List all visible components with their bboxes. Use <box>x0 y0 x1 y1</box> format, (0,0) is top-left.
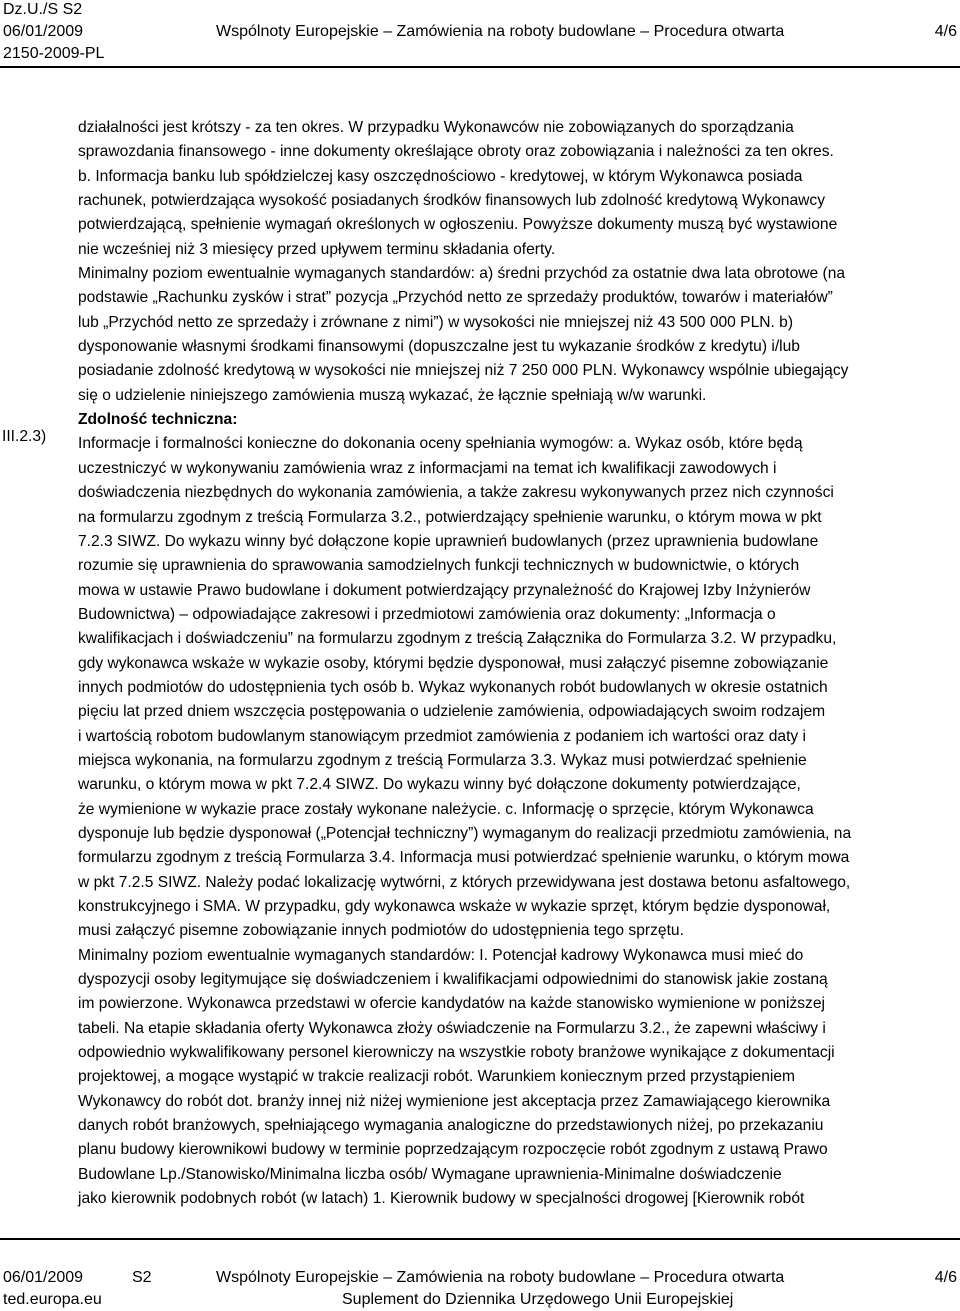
text-line: rozumie się uprawnienia do sprawowania samodzielnych funkcji technicznych w budownictwie, o których <box>78 557 800 575</box>
site-link[interactable]: ted.europa.eu <box>3 1291 102 1308</box>
text-line: podstawie „Rachunku zysków i strat” pozycja „Przychód netto ze sprzedaży produktów, towarów i materiałów” <box>78 289 833 307</box>
header-page-number: 4/6 <box>934 23 957 40</box>
journal-reference: Dz.U./S S2 <box>3 1 83 18</box>
text-line: sprawozdania finansowego - inne dokumenty określające obroty oraz zobowiązania i należności za ten okres. <box>78 143 834 161</box>
text-line: nie wcześniej niż 3 miesięcy przed upływem terminu składania oferty. <box>78 240 556 258</box>
text-line: gdy wykonawca wskaże w wykazie osoby, którymi będzie dysponował, musi załączyć pisemne zobowiązanie <box>78 654 829 672</box>
text-line: danych robót branżowych, spełniającego wymagania analogiczne do przedstawionych niżej, po przekazaniu <box>78 1117 824 1135</box>
text-line: na formularzu zgodnym z treścią Formularza 3.2., potwierdzający spełnienie warunku, o którym mowa w pkt <box>78 508 822 526</box>
section-heading: Zdolność techniczna: <box>78 411 238 429</box>
text-line: doświadczenia niezbędnych do wykonania zamówienia, a także zakresu wykonywanych przez nich czynności <box>78 484 834 502</box>
text-line: że wymienione w wykazie prace zostały wykonane należycie. c. Informację o sprzęcie, którym Wykonawca <box>78 800 814 818</box>
text-line: działalności jest krótszy - za ten okres. W przypadku Wykonawców nie zobowiązanych do sporządzania <box>78 119 794 136</box>
footer-series: S2 <box>132 1269 152 1286</box>
page-footer <box>0 1238 960 1311</box>
text-line: Budowlane Lp./Stanowisko/Minimalna liczba osób/ Wymagane uprawnienia-Minimalne doświadczenie <box>78 1165 782 1183</box>
page-header <box>0 0 960 64</box>
text-line: posiadanie zdolność kredytową w wysokości nie mniejszej niż 7 250 000 PLN. Wykonawcy wspólnie ubiegający <box>78 362 849 380</box>
footer-divider <box>0 1238 960 1240</box>
text-line: planu budowy kierownikowi budowy w terminie poprzedzającym rozpoczęcie robót zgodnym z ustawą Prawo <box>78 1141 828 1159</box>
document-body <box>78 116 958 1211</box>
document-code: 2150-2009-PL <box>3 45 105 62</box>
header-title: Wspólnoty Europejskie – Zamówienia na roboty budowlane – Procedura otwarta <box>216 23 785 40</box>
text-line: odpowiednio wykwalifikowany personel kierowniczy na wszystkie roboty branżowe wynikające z dokumentacji <box>78 1044 835 1062</box>
text-line: 7.2.3 SIWZ. Do wykazu winny być dołączone kopie uprawnień budowlanych (przez uprawnienia budowlane <box>78 532 819 550</box>
footer-page-number: 4/6 <box>934 1269 957 1286</box>
text-line: Minimalny poziom ewentualnie wymaganych standardów: a) średni przychód za ostatnie dwa lata obrotowe (na <box>78 265 846 283</box>
text-line: formularzu zgodnym z treścią Formularza 3.4. Informacja musi potwierdzać spełnienie warunku, o którym mowa <box>78 849 850 867</box>
text-line: Informacje i formalności konieczne do dokonania oceny spełniania wymogów: a. Wykaz osób, które będą <box>78 435 803 453</box>
text-line: uczestniczyć w wykonywaniu zamówienia wraz z informacjami na temat ich kwalifikacji zawodowych i <box>78 459 777 477</box>
text-line: konstrukcyjnego i SMA. W przypadku, gdy wykonawca wskaże w wykazie sprzęt, którym będzie dysponował, <box>78 898 831 915</box>
text-line: potwierdzającą, spełnienie wymagań określonych w ogłoszeniu. Powyższe dokumenty muszą być wystawione <box>78 216 838 234</box>
text-line: jako kierownik podobnych robót (w latach) 1. Kierownik budowy w specjalności drogowej [Kierownik robót <box>78 1190 805 1208</box>
text-line: Budownictwa) – odpowiadające zakresowi i przedmiotowi zamówienia oraz dokumenty: „Informacja o <box>78 605 776 623</box>
text-line: warunku, o którym mowa w pkt 7.2.4 SIWZ. Do wykazu winny być dołączone dokumenty potwierdzające, <box>78 776 801 794</box>
text-line: musi załączyć pisemne zobowiązanie innych podmiotów do udostępnienia tego sprzętu. <box>78 922 684 940</box>
text-line: mowa w ustawie Prawo budowlane i dokument potwierdzający przynależność do Krajowej Izby Inżynierów <box>78 581 811 599</box>
header-divider <box>0 66 960 68</box>
supplement-title: Suplement do Dziennika Urzędowego Unii Europejskiej <box>342 1291 734 1308</box>
text-line: w pkt 7.2.5 SIWZ. Należy podać lokalizację wytwórni, z których przewidywana jest dostawa betonu asfaltowego, <box>78 873 851 891</box>
text-line: tabeli. Na etapie składania oferty Wykonawca złoży oświadczenie na Formularzu 3.2., że zapewni właściwy i <box>78 1019 826 1037</box>
text-line: kwalifikacjach i doświadczeniu” na formularzu zgodnym z treścią Załącznika do Formularza 3.2. W przypadku, <box>78 630 837 648</box>
text-line: dysponowanie własnymi środkami finansowymi (dopuszczalne jest tu wykazanie środków z kredytu) i/lub <box>78 338 800 356</box>
text-line: Minimalny poziom ewentualnie wymaganych standardów: I. Potencjał kadrowy Wykonawca musi mieć do <box>78 946 804 964</box>
footer-title: Wspólnoty Europejskie – Zamówienia na roboty budowlane – Procedura otwarta <box>216 1269 785 1286</box>
text-line: innych podmiotów do udostępnienia tych osób b. Wykaz wykonanych robót budowlanych w okresie ostatnich <box>78 678 828 696</box>
text-line: Wykonawcy do robót dot. branży innej niż niżej wymienione jest akceptacja przez Zamawiającego kierownika <box>78 1092 831 1110</box>
text-line: lub „Przychód netto ze sprzedaży i zrównane z nimi”) w wysokości nie mniejszej niż 43 500 000 PLN. b) <box>78 313 794 331</box>
text-line: i wartością robotom budowlanym stanowiącym przedmiot zamówienia z podaniem ich wartości oraz daty i <box>78 727 807 745</box>
text-line: dyspozycji osoby legitymujące się doświadczeniem i kwalifikacjami odpowiednimi do stanowisk jakie zostaną <box>78 971 828 989</box>
text-line: b. Informacja banku lub spółdzielczej kasy oszczędnościowo - kredytowej, w którym Wykonawca posiada <box>78 167 803 185</box>
text-line: pięciu lat przed dniem wszczęcia postępowania o udzielenie zamówienia, odpowiadających swoim rodzajem <box>78 703 826 721</box>
header-date: 06/01/2009 <box>3 23 84 40</box>
text-line: projektowej, a mogące wystąpić w trakcie realizacji robót. Warunkiem koniecznym przed przystąpieniem <box>78 1068 796 1086</box>
text-line: im powierzone. Wykonawca przedstawi w ofercie kandydatów na każde stanowisko wymienione w poniższej <box>78 995 825 1013</box>
section-number: III.2.3) <box>2 428 47 445</box>
text-line: miejsca wykonania, na formularzu zgodnym z treścią Formularza 3.3. Wykaz musi potwierdzać spełnienie <box>78 751 807 769</box>
footer-date: 06/01/2009 <box>3 1269 84 1286</box>
text-line: dysponuje lub będzie dysponował („Potencjał techniczny”) wymaganym do realizacji przedmiotu zamówienia, na <box>78 824 852 842</box>
text-line: rachunek, potwierdzająca wysokość posiadanych środków finansowych lub zdolność kredytową Wykonawcy <box>78 192 825 210</box>
text-line: się o udzielenie niniejszego zamówienia muszą wykazać, że łącznie spełniają w/w warunki. <box>78 386 707 404</box>
